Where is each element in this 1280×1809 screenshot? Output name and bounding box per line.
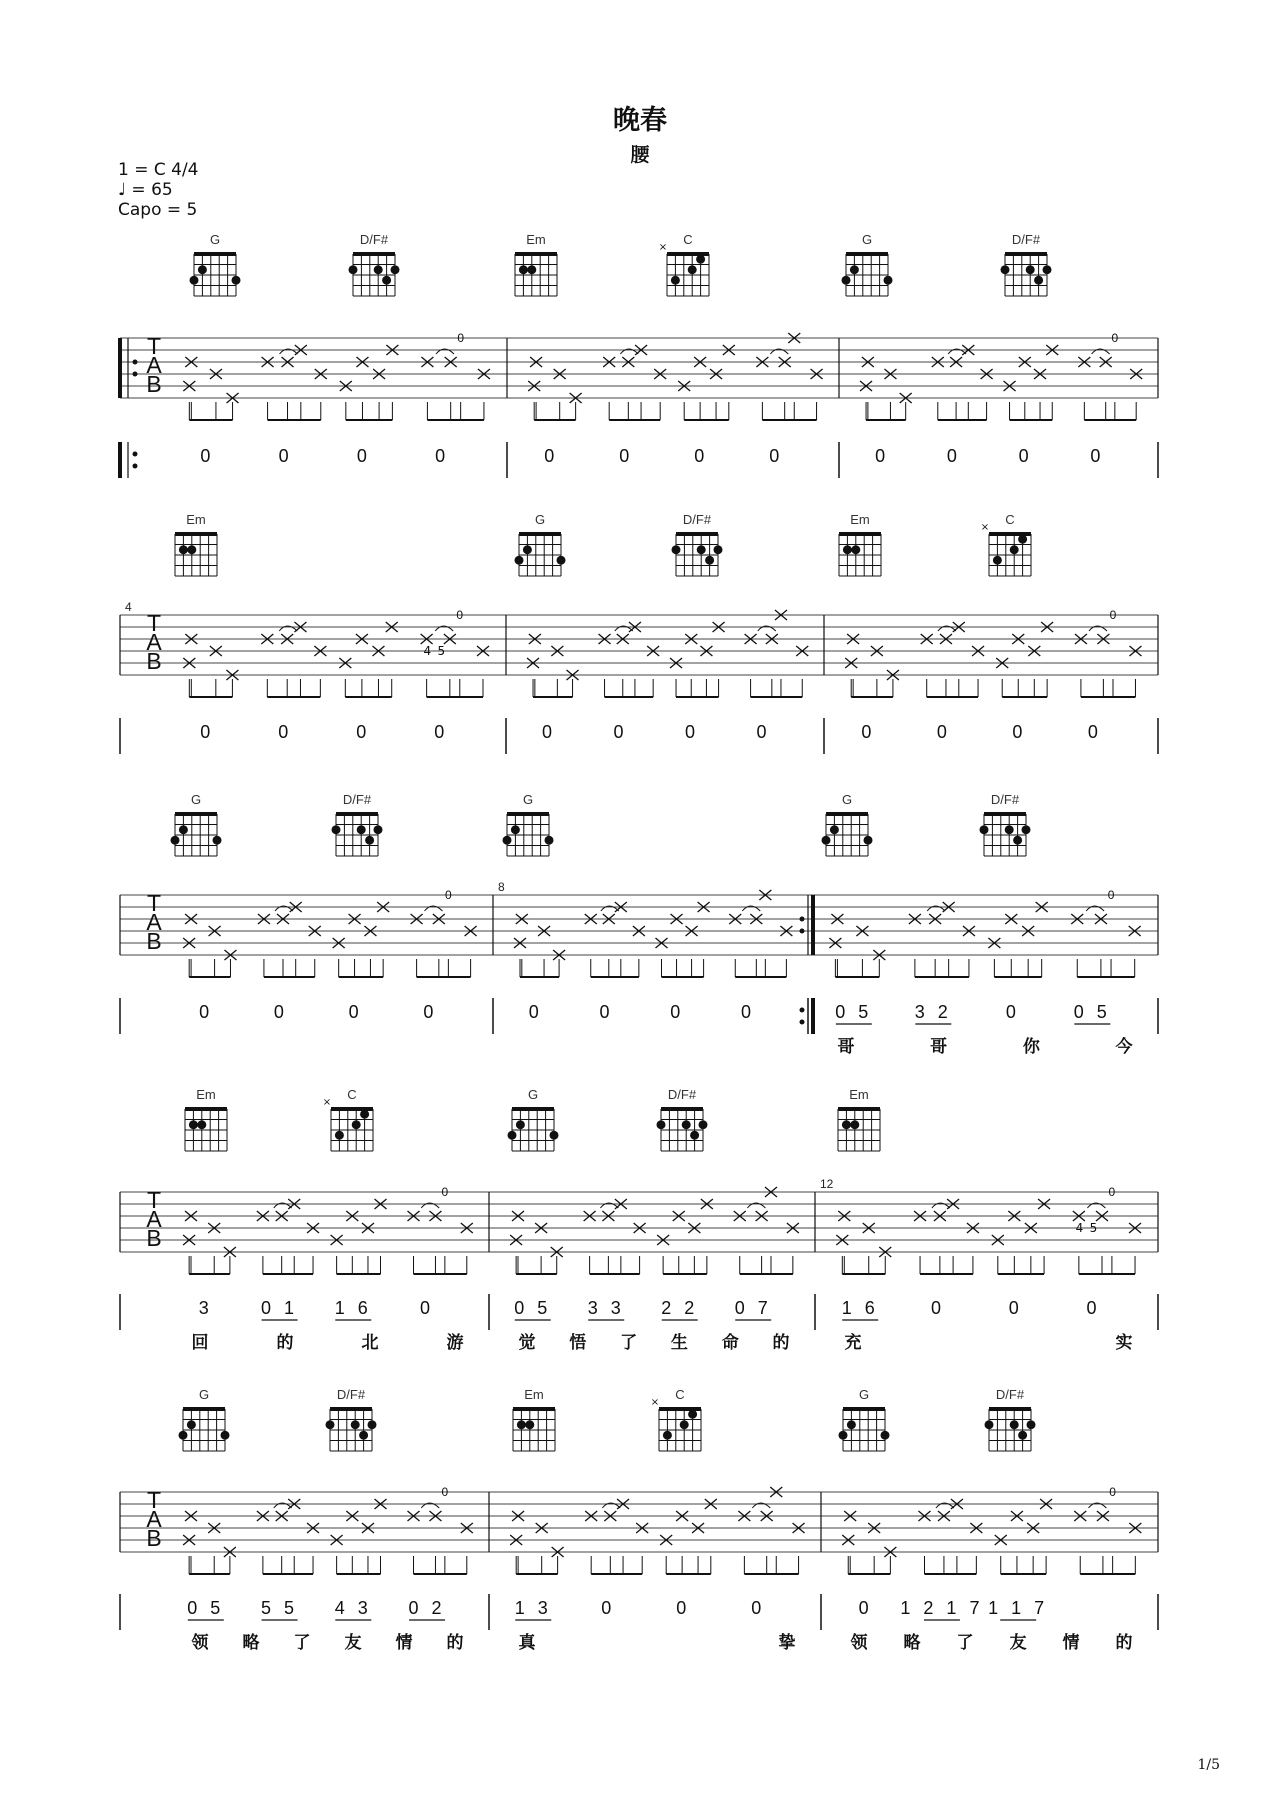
tab-clef-letter: A (146, 1506, 162, 1532)
tab-fret-number: 0 (1107, 888, 1115, 902)
lyric-syllable: 实 (1115, 1333, 1133, 1353)
chord-muted-mark: × (980, 522, 990, 533)
chord-finger-dot (213, 836, 222, 845)
numbered-note: 0 (420, 1298, 435, 1318)
numbered-note: 0 (676, 1598, 691, 1618)
measure-number: 4 (125, 600, 132, 614)
numbered-note: 0 (1090, 446, 1105, 466)
chord-finger-dot (688, 265, 697, 274)
tab-fret-number: 0 (441, 1185, 449, 1199)
repeat-dot (133, 360, 138, 365)
numbered-note: 0 (751, 1598, 766, 1618)
numbered-note: 0 (946, 446, 961, 466)
numbered-note: 0 1 (261, 1298, 299, 1318)
chord-finger-dot (187, 545, 196, 554)
song-artist: 腰 (630, 144, 650, 166)
chord-finger-dot (517, 1420, 526, 1429)
chord-name: C (683, 232, 693, 247)
chord-finger-dot (985, 1420, 994, 1429)
chord-finger-dot (1010, 545, 1019, 554)
chord-nut (185, 1107, 227, 1111)
chord-finger-dot (171, 836, 180, 845)
lyric-syllable: 北 (361, 1333, 379, 1353)
numbered-note: 0 (423, 1002, 438, 1022)
chord-finger-dot (884, 276, 893, 285)
numbered-note: 0 (434, 722, 449, 742)
tab-fret-number: 0 (1111, 331, 1119, 345)
chord-finger-dot (690, 1131, 699, 1140)
chord-nut (512, 1107, 554, 1111)
tab-fret-number: 5 (437, 644, 446, 658)
numbered-note: 1 6 (334, 1298, 372, 1318)
chord-finger-dot (697, 545, 706, 554)
numbered-note: 2 2 (661, 1298, 699, 1318)
chord-finger-dot (881, 1431, 890, 1440)
chord-finger-dot (850, 265, 859, 274)
chord-finger-dot (332, 825, 341, 834)
numbered-note: 0 2 (408, 1598, 446, 1618)
numbered-note: 0 (273, 1002, 288, 1022)
chord-finger-dot (843, 545, 852, 554)
measure-number: 12 (820, 1177, 834, 1191)
chord-nut (989, 1407, 1031, 1411)
lyric-syllable: 命 (721, 1333, 739, 1353)
chord-muted-mark: × (322, 1097, 332, 1108)
numbered-note: 0 (619, 446, 634, 466)
chord-finger-dot (190, 276, 199, 285)
tab-clef-letter: B (146, 1225, 162, 1251)
capo-marking: Capo = 5 (118, 200, 198, 220)
chord-name: Em (196, 1087, 216, 1102)
chord-name: G (527, 1087, 539, 1102)
lyric-syllable: 真 (518, 1633, 536, 1653)
chord-finger-dot (1005, 825, 1014, 834)
chord-finger-dot (1018, 535, 1027, 544)
chord-name: D/F# (667, 1087, 697, 1102)
lyric-syllable: 觉 (518, 1333, 536, 1353)
chord-nut (353, 252, 395, 256)
lyric-syllable: 友 (1009, 1633, 1027, 1653)
chord-finger-dot (663, 1431, 672, 1440)
chord-name: G (841, 792, 853, 807)
tab-clef-letter: B (146, 928, 162, 954)
chord-name: C (347, 1087, 357, 1102)
chord-name: D/F# (1011, 232, 1041, 247)
chord-finger-dot (368, 1420, 377, 1429)
numbered-note: 0 (694, 446, 709, 466)
lyric-syllable: 情 (1062, 1633, 1080, 1653)
tab-clef-letter: T (146, 333, 162, 359)
repeat-dot (133, 464, 138, 469)
page-number: 1/5 (1197, 1757, 1220, 1773)
numbered-note: 4 3 (334, 1598, 372, 1618)
chord-finger-dot (822, 836, 831, 845)
numbered-note: 0 (348, 1002, 363, 1022)
lyric-syllable: 充 (844, 1333, 862, 1353)
chord-nut (843, 1407, 885, 1411)
numbered-note: 0 (670, 1002, 685, 1022)
chord-nut (513, 1407, 555, 1411)
tab-clef-letter: T (146, 890, 162, 916)
lyric-syllable: 的 (276, 1333, 294, 1353)
lyric-syllable: 挚 (778, 1633, 796, 1653)
numbered-note: 0 (741, 1002, 756, 1022)
chord-finger-dot (179, 1431, 188, 1440)
chord-finger-dot (508, 1131, 517, 1140)
chord-finger-dot (671, 276, 680, 285)
chord-finger-dot (688, 1410, 697, 1419)
chord-finger-dot (523, 545, 532, 554)
numbered-note: 0 (858, 1598, 873, 1618)
numbered-note: 0 (1012, 722, 1027, 742)
song-title: 晚春 (613, 105, 667, 136)
numbered-note: 0 (542, 722, 557, 742)
numbered-note: 0 5 (835, 1002, 873, 1022)
tab-clef-letter: A (146, 1206, 162, 1232)
chord-finger-dot (851, 545, 860, 554)
chord-nut (839, 532, 881, 536)
chord-finger-dot (1013, 836, 1022, 845)
chord-muted-mark: × (650, 1397, 660, 1408)
tab-clef-letter: A (146, 909, 162, 935)
chord-nut (846, 252, 888, 256)
numbered-note: 0 (875, 446, 890, 466)
tab-clef-letter: T (146, 1487, 162, 1513)
chord-finger-dot (980, 825, 989, 834)
numbered-note: 0 (435, 446, 450, 466)
numbered-note: 0 5 (187, 1598, 225, 1618)
chord-finger-dot (527, 265, 536, 274)
chord-nut (676, 532, 718, 536)
chord-name: D/F# (336, 1387, 366, 1402)
chord-name: G (190, 792, 202, 807)
numbered-note: 0 (1087, 722, 1102, 742)
lyric-syllable: 情 (395, 1633, 413, 1653)
lyric-syllable: 了 (293, 1633, 311, 1653)
chord-name: C (675, 1387, 685, 1402)
numbered-note: 0 (599, 1002, 614, 1022)
lyric-syllable: 友 (344, 1633, 362, 1653)
chord-finger-dot (349, 265, 358, 274)
numbered-note: 0 (1005, 1002, 1020, 1022)
chord-finger-dot (189, 1120, 198, 1129)
chord-finger-dot (714, 545, 723, 554)
chord-muted-mark: × (658, 242, 668, 253)
chord-nut (507, 812, 549, 816)
chord-finger-dot (1018, 1431, 1027, 1440)
chord-finger-dot (842, 1120, 851, 1129)
chord-finger-dot (842, 276, 851, 285)
chord-finger-dot (839, 1431, 848, 1440)
chord-finger-dot (557, 556, 566, 565)
chord-nut (838, 1107, 880, 1111)
chord-name: D/F# (682, 512, 712, 527)
chord-nut (519, 532, 561, 536)
chord-finger-dot (993, 556, 1002, 565)
numbered-note: 0 (861, 722, 876, 742)
numbered-note: 5 5 (261, 1598, 299, 1618)
chord-name: G (209, 232, 221, 247)
chord-finger-dot (357, 825, 366, 834)
lyric-syllable: 的 (772, 1333, 790, 1353)
chord-finger-dot (1026, 265, 1035, 274)
chord-name: Em (850, 512, 870, 527)
chord-finger-dot (680, 1420, 689, 1429)
lyric-syllable: 你 (1022, 1037, 1040, 1057)
numbered-note: 0 (528, 1002, 543, 1022)
chord-nut (183, 1407, 225, 1411)
chord-nut (175, 812, 217, 816)
chord-name: G (534, 512, 546, 527)
numbered-note: 0 (356, 446, 371, 466)
tab-fret-number: 0 (1109, 608, 1117, 622)
chord-name: G (522, 792, 534, 807)
chord-name: Em (526, 232, 546, 247)
chord-finger-dot (850, 1120, 859, 1129)
repeat-dot (800, 1020, 805, 1025)
chord-nut (1005, 252, 1047, 256)
chord-name: G (858, 1387, 870, 1402)
tab-clef-letter: B (146, 648, 162, 674)
tab-fret-number: 4 (1075, 1221, 1084, 1235)
numbered-note: 0 (356, 722, 371, 742)
chord-nut (336, 812, 378, 816)
chord-finger-dot (352, 1120, 361, 1129)
chord-finger-dot (374, 265, 383, 274)
chord-nut (175, 532, 217, 536)
tab-fret-number: 4 (423, 644, 432, 658)
lyric-syllable: 游 (446, 1333, 464, 1353)
chord-finger-dot (326, 1420, 335, 1429)
chord-finger-dot (682, 1120, 691, 1129)
chord-finger-dot (187, 1420, 196, 1429)
numbered-note: 0 (1008, 1298, 1023, 1318)
repeat-dot (800, 1008, 805, 1013)
numbered-note: 0 (200, 446, 215, 466)
numbered-note: 0 (278, 446, 293, 466)
repeat-dot (133, 372, 138, 377)
lyric-syllable: 了 (620, 1333, 638, 1353)
tab-clef-letter: A (146, 352, 162, 378)
numbered-note: 1 3 (514, 1598, 552, 1618)
numbered-note: 3 (198, 1298, 213, 1318)
chord-name: C (1005, 512, 1015, 527)
tab-clef-letter: T (146, 610, 162, 636)
numbered-note: 0 7 (734, 1298, 772, 1318)
tab-fret-number: 5 (1089, 1221, 1098, 1235)
numbered-note: 0 (278, 722, 293, 742)
chord-finger-dot (179, 545, 188, 554)
chord-finger-dot (335, 1131, 344, 1140)
numbered-note: 0 (936, 722, 951, 742)
tab-clef-letter: A (146, 629, 162, 655)
chord-finger-dot (545, 836, 554, 845)
lyric-syllable: 生 (670, 1333, 688, 1353)
chord-finger-dot (374, 825, 383, 834)
chord-nut (661, 1107, 703, 1111)
chord-finger-dot (179, 825, 188, 834)
numbered-note: 0 (685, 722, 700, 742)
tab-fret-number: 0 (445, 888, 452, 902)
chord-finger-dot (519, 265, 528, 274)
lyric-syllable: 今 (1115, 1037, 1133, 1057)
chord-name: D/F# (359, 232, 389, 247)
tab-fret-number: 0 (441, 1485, 449, 1499)
numbered-note: 0 (200, 722, 215, 742)
chord-finger-dot (198, 265, 207, 274)
chord-finger-dot (550, 1131, 559, 1140)
chord-finger-dot (705, 556, 714, 565)
numbered-note: 0 (601, 1598, 616, 1618)
repeat-dot (800, 917, 805, 922)
chord-finger-dot (830, 825, 839, 834)
tempo-marking: ♩ = 65 (118, 180, 173, 200)
chord-name: D/F# (342, 792, 372, 807)
numbered-note: 1 6 (841, 1298, 879, 1318)
numbered-note: 3 2 (914, 1002, 952, 1022)
lyric-syllable: 哥 (837, 1037, 855, 1057)
chord-finger-dot (515, 556, 524, 565)
chord-finger-dot (503, 836, 512, 845)
chord-finger-dot (1043, 265, 1052, 274)
numbered-note: 0 (1018, 446, 1033, 466)
lyric-syllable: 了 (956, 1633, 974, 1653)
chord-nut (194, 252, 236, 256)
chord-nut (826, 812, 868, 816)
lyric-syllable: 略 (903, 1633, 921, 1653)
chord-finger-dot (1022, 825, 1031, 834)
numbered-note: 3 3 (587, 1298, 625, 1318)
lyric-syllable: 的 (1115, 1633, 1133, 1653)
chord-name: D/F# (990, 792, 1020, 807)
chord-finger-dot (360, 1110, 369, 1119)
chord-name: Em (186, 512, 206, 527)
tab-fret-number: 0 (457, 331, 465, 345)
chord-finger-dot (1027, 1420, 1036, 1429)
chord-nut (984, 812, 1026, 816)
numbered-note: 0 5 (514, 1298, 552, 1318)
chord-finger-dot (864, 836, 873, 845)
repeat-dot (133, 452, 138, 457)
chord-finger-dot (382, 276, 391, 285)
tab-fret-number: 0 (456, 608, 464, 622)
numbered-note: 0 5 (1073, 1002, 1111, 1022)
chord-finger-dot (696, 255, 705, 264)
numbered-note: 0 (930, 1298, 945, 1318)
numbered-note: 0 (544, 446, 559, 466)
chord-finger-dot (1034, 276, 1043, 285)
chord-name: Em (849, 1087, 869, 1102)
numbered-note: 0 (613, 722, 628, 742)
chord-name: Em (524, 1387, 544, 1402)
chord-finger-dot (1010, 1420, 1019, 1429)
chord-name: G (198, 1387, 210, 1402)
lyric-syllable: 哥 (930, 1037, 948, 1057)
chord-nut (330, 1407, 372, 1411)
chord-finger-dot (699, 1120, 708, 1129)
lyric-syllable: 的 (446, 1633, 464, 1653)
tab-clef-letter: T (146, 1187, 162, 1213)
tab-fret-number: 0 (1109, 1485, 1116, 1499)
chord-finger-dot (359, 1431, 368, 1440)
chord-finger-dot (847, 1420, 856, 1429)
numbered-note: 1 1 7 (988, 1598, 1049, 1618)
numbered-note: 0 (756, 722, 771, 742)
key-time-signature: 1 = C 4/4 (118, 160, 199, 180)
chord-nut (515, 252, 557, 256)
chord-finger-dot (351, 1420, 360, 1429)
tab-clef-letter: B (146, 1525, 162, 1551)
chord-finger-dot (516, 1120, 525, 1129)
numbered-note: 0 (199, 1002, 214, 1022)
lyric-syllable: 领 (850, 1633, 868, 1653)
tab-fret-number: 0 (1108, 1185, 1116, 1199)
chord-finger-dot (365, 836, 374, 845)
numbered-note: 0 (1086, 1298, 1101, 1318)
chord-finger-dot (672, 545, 681, 554)
chord-finger-dot (221, 1431, 230, 1440)
lyric-syllable: 略 (242, 1633, 260, 1653)
lyric-syllable: 回 (191, 1333, 209, 1353)
chord-finger-dot (232, 276, 241, 285)
chord-finger-dot (1001, 265, 1010, 274)
chord-finger-dot (391, 265, 400, 274)
chord-name: G (861, 232, 873, 247)
chord-name: D/F# (995, 1387, 1025, 1402)
lyric-syllable: 悟 (569, 1333, 587, 1353)
numbered-note: 0 (769, 446, 784, 466)
measure-number: 8 (498, 880, 505, 894)
chord-finger-dot (657, 1120, 666, 1129)
tab-clef-letter: B (146, 371, 162, 397)
numbered-note: 1 2 1 7 (900, 1598, 984, 1618)
repeat-dot (800, 929, 805, 934)
chord-finger-dot (525, 1420, 534, 1429)
chord-finger-dot (511, 825, 520, 834)
lyric-syllable: 领 (191, 1633, 209, 1653)
chord-finger-dot (197, 1120, 206, 1129)
